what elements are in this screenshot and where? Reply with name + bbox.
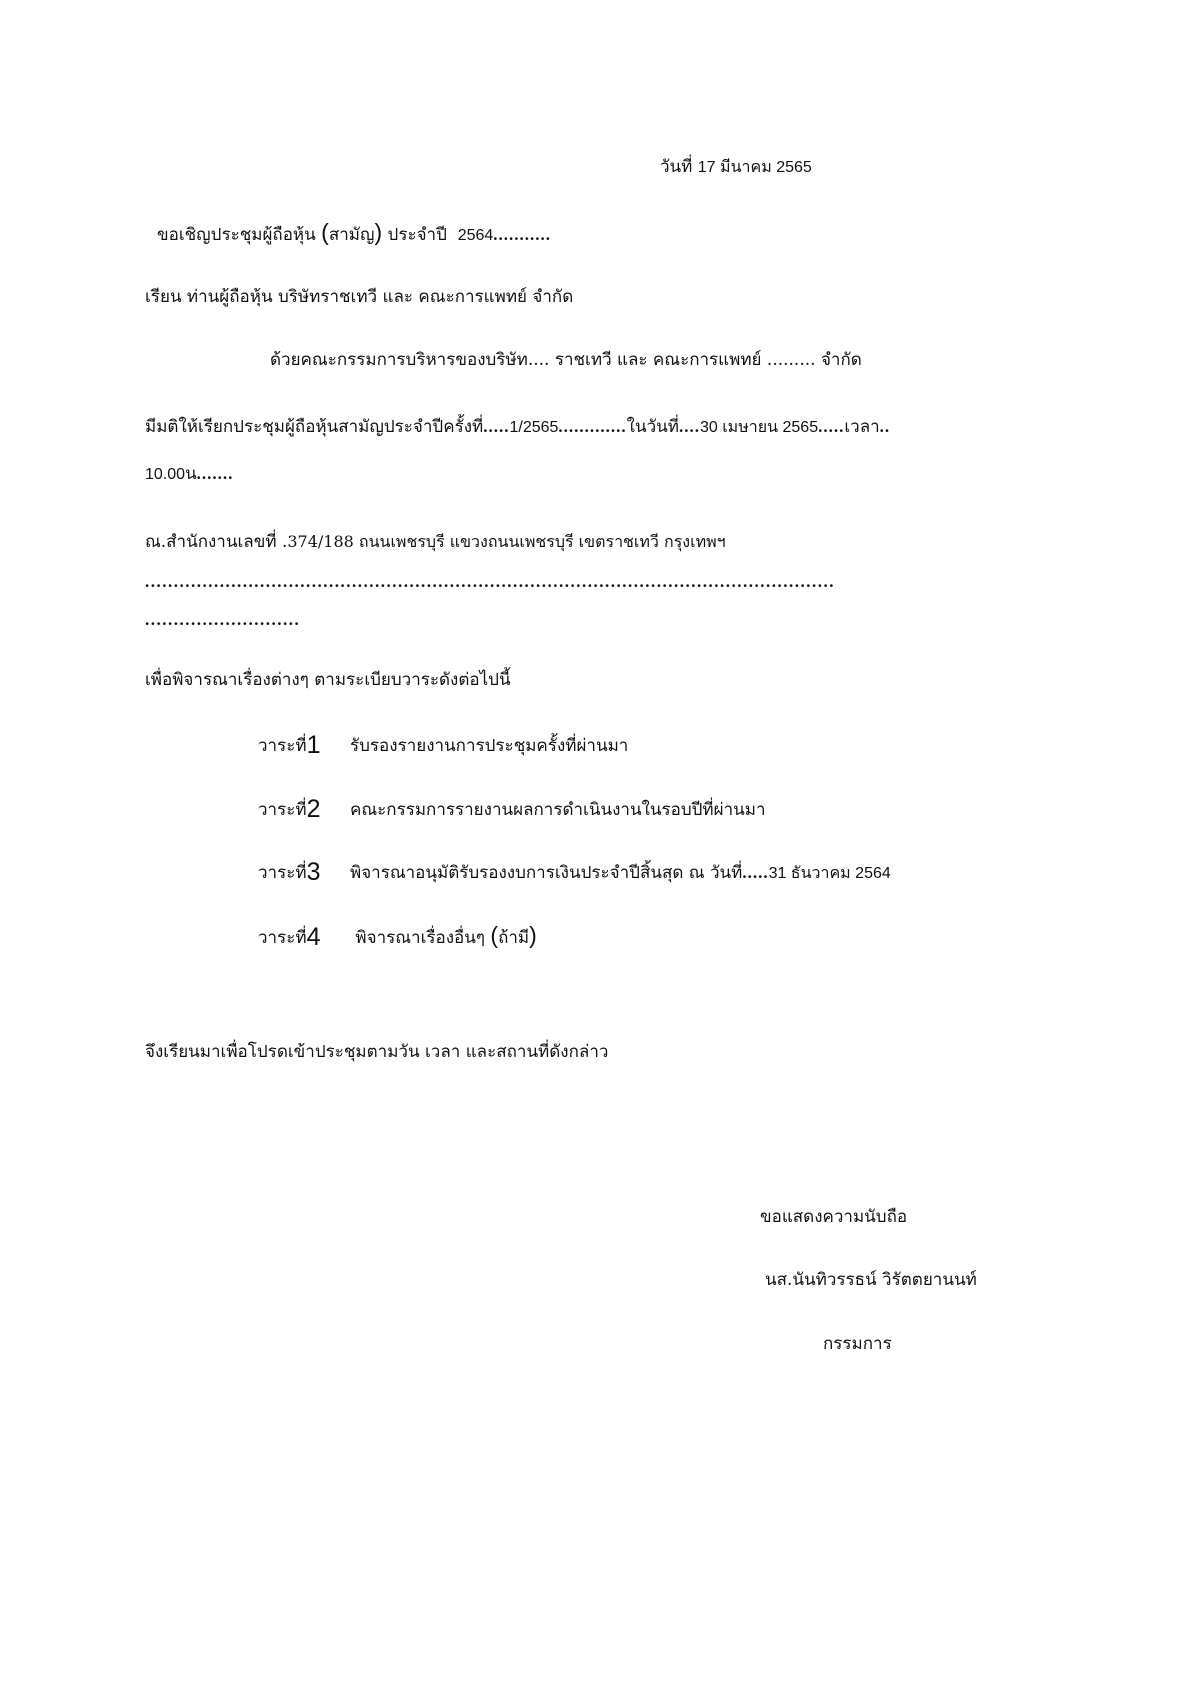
agenda-number: 3 [306,858,321,886]
agenda-label: วาระที่ [258,863,307,883]
location-dots-1: ........................................................................................................................ [145,572,835,591]
location-prefix: ณ.สำนักงานเลขที่ . [145,532,288,552]
signature-name: นส.นันทิวรรธน์ วิรัตตยานนท์ [765,1270,977,1290]
subject-type: สามัญ [328,225,375,245]
resolution-text-1: มีมติให้เรียกประชุมผู้ถือหุ้นสามัญประจำปีครั้งที่ [145,417,484,437]
subject-dots: ........... [493,225,552,244]
meeting-number: 1/2565 [509,419,559,436]
date-value: 17 มีนาคม 2565 [697,159,812,176]
resolution-line [145,415,890,440]
salutation: เรียน ท่านผู้ถือหุ้น บริษัทราชเทวี และ คณะการแพทย์ จำกัด [145,287,574,307]
agenda-text: รับรองรายงานการประชุมครั้งที่ผ่านมา [350,736,629,756]
resolution-text-2: ในวันที่ [626,417,679,437]
agenda-number: 2 [306,795,321,823]
meeting-time: 10.00 [145,466,186,483]
agenda-label: วาระที่ [258,800,307,820]
agenda-number: 1 [306,731,321,759]
closing-statement: จึงเรียนมาเพื่อโปรดเข้าประชุมตามวัน เวลา และสถานที่ดังกล่าว [145,1042,609,1062]
resolution-dots-4: ..... [818,417,845,436]
resolution-time-line [145,462,233,487]
location-address: 374/188 ถนนเพชรบุรี แขวงถนนเพชรบุรี เขตราชเทวี กรุงเทพฯ [287,532,726,551]
subject-year: 2564 [457,227,494,244]
signature-title: กรรมการ [823,1334,892,1354]
subject-mid: ประจำปี [382,225,453,245]
location-line [145,530,726,554]
subject-paren-close: ) [374,219,383,245]
resolution-text-3: เวลา [844,417,880,437]
body-intro: ด้วยคณะกรรมการบริหารของบริษัท.... ราชเทวี และ คณะการแพทย์ ......... จำกัด [270,350,862,370]
resolution-dots-6: ....... [196,464,234,483]
agenda-item-4 [258,923,537,950]
resolution-dots-1: ..... [483,417,510,436]
agenda-dots: ..... [742,863,769,882]
signature-regards: ขอแสดงความนับถือ [760,1207,908,1227]
agenda-date: 31 ธันวาคม 2564 [768,865,891,882]
letter-subject [157,220,551,248]
agenda-paren-text: ถ้ามี [498,928,530,948]
agenda-text: คณะกรรมการรายงานผลการดำเนินงานในรอบปีที่ผ่านมา [350,800,766,820]
agenda-item-2 [258,797,766,822]
agenda-intro: เพื่อพิจารณาเรื่องต่างๆ ตามระเบียบวาระดังต่อไปนี้ [145,670,511,690]
agenda-label: วาระที่ [258,736,307,756]
location-dots-2: ........................... [145,610,301,629]
agenda-label: วาระที่ [258,928,307,948]
resolution-dots-5: .. [879,417,891,436]
resolution-dots-2: ............. [558,417,627,436]
agenda-item-1 [258,733,628,758]
agenda-paren-open: ( [490,922,499,948]
agenda-number: 4 [306,923,321,951]
letter-date [660,155,812,180]
subject-prefix: ขอเชิญประชุมผู้ถือหุ้น [157,225,322,245]
meeting-date: 30 เมษายน 2565 [699,419,819,436]
agenda-item-3 [258,860,891,886]
agenda-text: พิจารณาอนุมัติรับรองงบการเงินประจำปีสิ้นสุด ณ วันที่ [350,863,743,883]
agenda-text: พิจารณาเรื่องอื่นๆ [355,928,491,948]
subject-paren-open: ( [321,219,329,245]
agenda-paren-close: ) [529,922,537,948]
meeting-time-unit: น [185,464,197,484]
resolution-dots-3: .... [678,417,700,436]
date-prefix: วันที่ [660,157,698,177]
